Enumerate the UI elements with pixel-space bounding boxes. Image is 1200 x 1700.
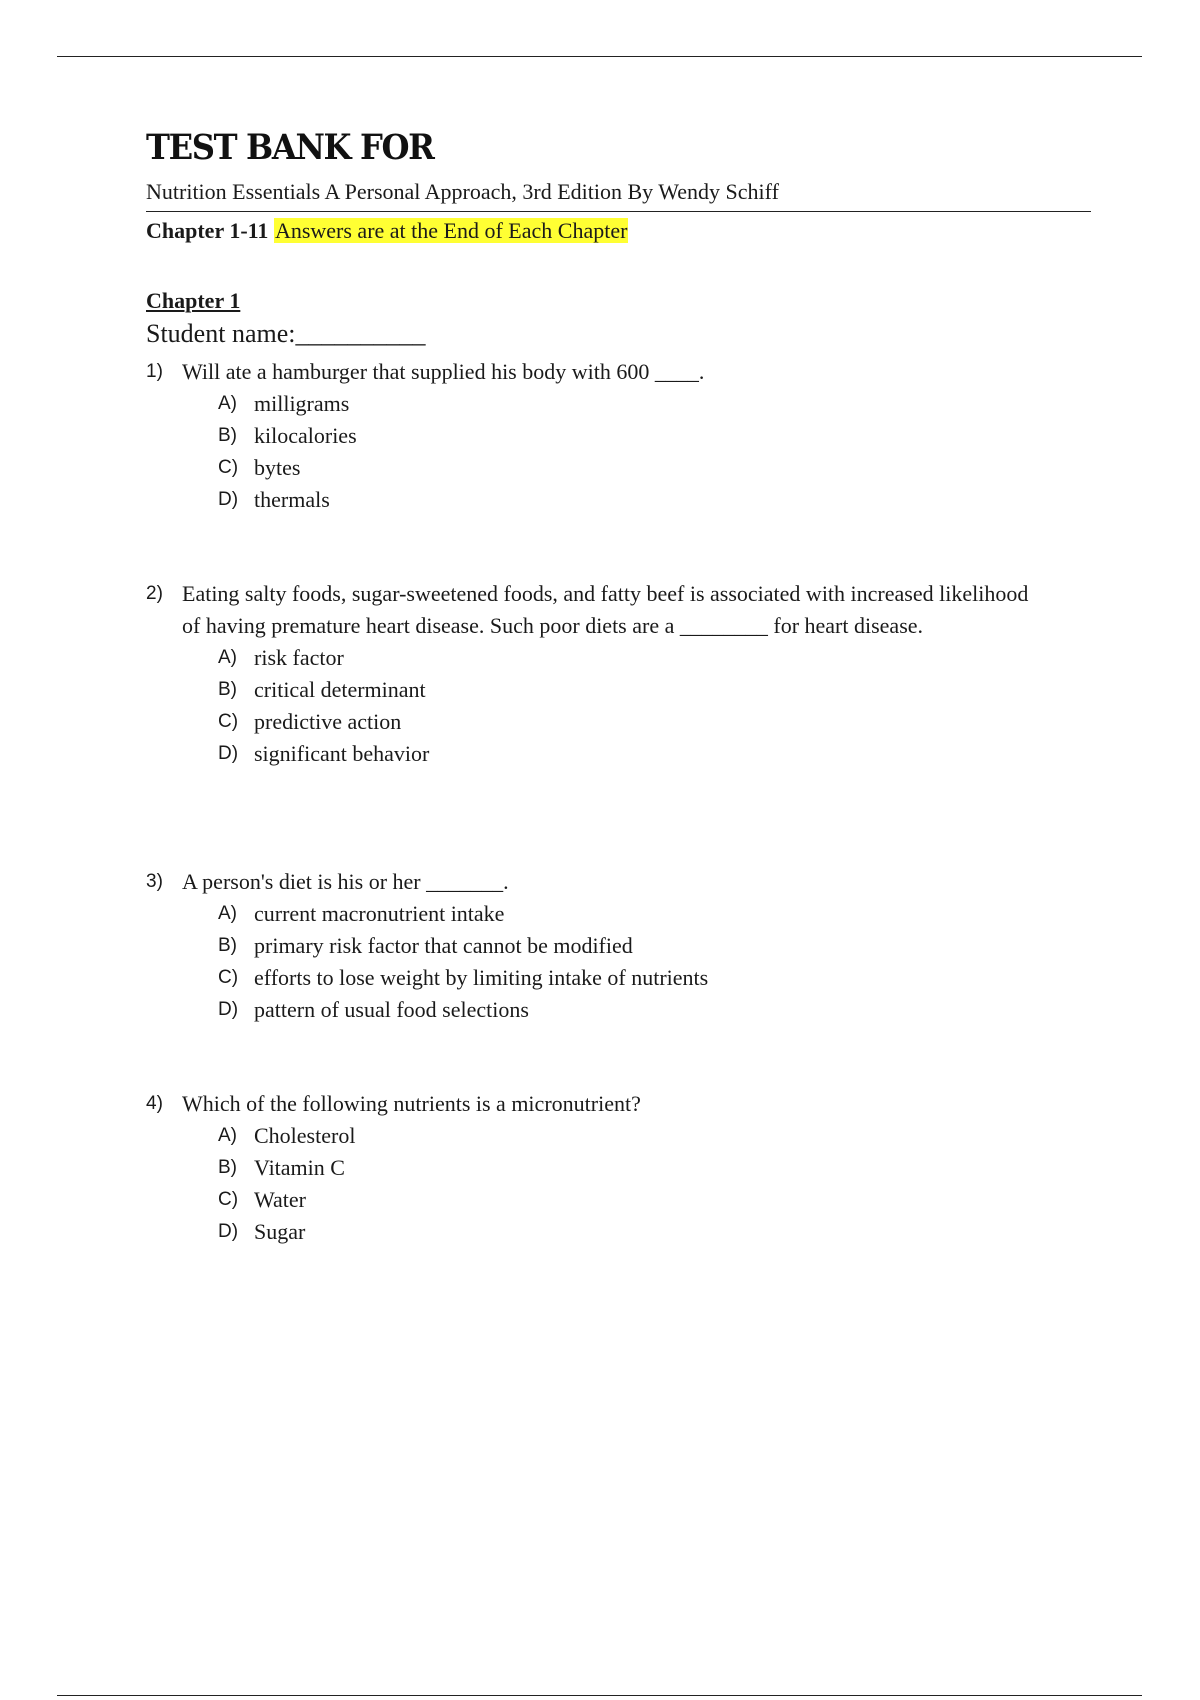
- student-name-label: Student name:__________: [146, 319, 426, 348]
- option-text: Vitamin C: [254, 1155, 345, 1180]
- option-letter: A): [218, 393, 237, 414]
- answer-option: [218, 452, 1046, 484]
- question-3: [146, 866, 1046, 1026]
- question-4: [146, 1088, 1046, 1248]
- question-number: 3): [146, 871, 163, 892]
- option-text: efforts to lose weight by limiting intake of nutrients: [254, 965, 709, 990]
- answer-option: [218, 674, 1046, 706]
- answer-option: [218, 994, 1046, 1026]
- chapter-range: Chapter 1-11: [146, 218, 269, 243]
- option-letter: C): [218, 711, 239, 732]
- question-number: 2): [146, 583, 163, 604]
- question-text: A person's diet is his or her _______.: [182, 869, 509, 894]
- answer-option: [218, 1184, 1046, 1216]
- option-letter: D): [218, 489, 239, 510]
- question-text: Eating salty foods, sugar-sweetened foods, and fatty beef is associated with increased likelihood of having premature heart disease. Such poor diets are a ________ for heart disease.: [182, 581, 1029, 638]
- answer-option: [218, 738, 1046, 770]
- document-subtitle: Nutrition Essentials A Personal Approach, 3rd Edition By Wendy Schiff: [146, 179, 1091, 212]
- option-text: critical determinant: [254, 677, 426, 702]
- option-letter: C): [218, 967, 239, 988]
- option-letter: B): [218, 679, 237, 700]
- option-letter: A): [218, 1125, 237, 1146]
- option-text: primary risk factor that cannot be modified: [254, 933, 633, 958]
- option-text: thermals: [254, 487, 330, 512]
- option-text: significant behavior: [254, 741, 430, 766]
- question-1: [146, 356, 1046, 516]
- page-top-rule: [57, 56, 1142, 57]
- question-number: 1): [146, 361, 163, 382]
- answer-option: [218, 706, 1046, 738]
- option-letter: D): [218, 1221, 239, 1242]
- chapter-range-line: [146, 218, 1091, 244]
- option-text: bytes: [254, 455, 301, 480]
- option-letter: A): [218, 903, 237, 924]
- answer-options: [218, 898, 1046, 1026]
- page-bottom-rule: [57, 1695, 1142, 1696]
- option-letter: A): [218, 647, 237, 668]
- option-text: milligrams: [254, 391, 350, 416]
- option-text: Water: [254, 1187, 306, 1212]
- option-letter: C): [218, 1189, 239, 1210]
- question-number: 4): [146, 1093, 163, 1114]
- option-letter: C): [218, 457, 239, 478]
- option-text: kilocalories: [254, 423, 357, 448]
- question-text: Which of the following nutrients is a micronutrient?: [182, 1091, 641, 1116]
- answer-options: [218, 388, 1046, 516]
- answer-option: [218, 898, 1046, 930]
- chapter-heading: Chapter 1: [146, 288, 241, 313]
- answer-option: [218, 962, 1046, 994]
- answer-option: [218, 930, 1046, 962]
- option-letter: B): [218, 1157, 237, 1178]
- option-text: Cholesterol: [254, 1123, 356, 1148]
- answer-option: [218, 420, 1046, 452]
- question-2: [146, 578, 1046, 770]
- document-header: [146, 127, 1091, 244]
- answer-option: [218, 1216, 1046, 1248]
- answers-note: Answers are at the End of Each Chapter: [274, 218, 628, 243]
- document-title: TEST BANK FOR: [146, 127, 434, 168]
- answer-option: [218, 642, 1046, 674]
- option-text: pattern of usual food selections: [254, 997, 529, 1022]
- option-letter: D): [218, 999, 239, 1020]
- option-letter: B): [218, 425, 237, 446]
- answer-option: [218, 1120, 1046, 1152]
- option-text: predictive action: [254, 709, 402, 734]
- answer-options: [218, 1120, 1046, 1248]
- option-text: Sugar: [254, 1219, 306, 1244]
- option-letter: D): [218, 743, 239, 764]
- answer-option: [218, 1152, 1046, 1184]
- option-text: current macronutrient intake: [254, 901, 505, 926]
- question-text: Will ate a hamburger that supplied his body with 600 ____.: [182, 359, 705, 384]
- answer-options: [218, 642, 1046, 770]
- option-letter: B): [218, 935, 237, 956]
- option-text: risk factor: [254, 645, 344, 670]
- answer-option: [218, 484, 1046, 516]
- answer-option: [218, 388, 1046, 420]
